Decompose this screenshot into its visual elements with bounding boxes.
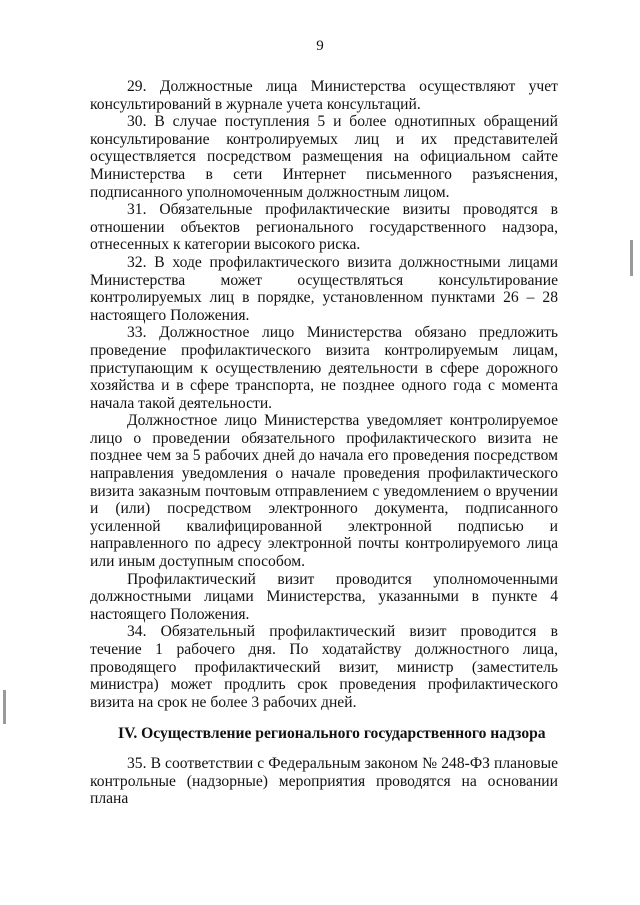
paragraph-32: 32. В ходе профилактического визита должностными лицами Министерства может осуществляться консультирование контролируемых лиц в порядке, установленном пунктами 26 – 28 настоящего Положения.: [90, 253, 558, 324]
paragraph-34: 34. Обязательный профилактический визит проводится в течение 1 рабочего дня. По ходатайству должностного лица, проводящего профилактический визит, министр (заместитель министра) может продлить срок проведения профилактического визита на срок не более 3 рабочих дней.: [90, 623, 558, 711]
scan-margin-mark: [630, 240, 633, 276]
document-body: [90, 78, 558, 808]
paragraph-33-officials: Профилактический визит проводится уполномоченными должностными лицами Министерства, указанными в пункте 4 настоящего Положения.: [90, 570, 558, 623]
section-heading: IV. Осуществление регионального государственного надзора: [118, 725, 546, 743]
paragraph-30: 30. В случае поступления 5 и более однотипных обращений консультирование контролируемых лиц и их представителей осуществляется посредством размещения на официальном сайте Министерства в сети Интернет письменного разъяснения, подписанного уполномоченным должностным лицом.: [90, 113, 558, 201]
scan-margin-mark: [3, 690, 6, 724]
paragraph-33: 33. Должностное лицо Министерства обязано предложить проведение профилактического визита контролируемым лицам, приступающим к осуществлению деятельности в сфере дорожного хозяйства и в сфере транспорта, не позднее одного года с момента начала такой деятельности.: [90, 324, 558, 412]
paragraph-29: 29. Должностные лица Министерства осуществляют учет консультирований в журнале учета консультаций.: [90, 78, 558, 113]
paragraph-31: 31. Обязательные профилактические визиты проводятся в отношении объектов регионального государственного надзора, отнесенных к категории высокого риска.: [90, 201, 558, 254]
paragraph-33-notification: Должностное лицо Министерства уведомляет контролируемое лицо о проведении обязательного профилактического визита не позднее чем за 5 рабочих дней до начала его проведения посредством направления уведомления о начале проведения профилактического визита заказным почтовым отправлением с уведомлением о вручении и (или) посредством электронного документа, подписанного усиленной квалифицированной электронной подписью и направленного по адресу электронной почты контролируемого лица или иным доступным способом.: [90, 412, 558, 571]
paragraph-35: 35. В соответствии с Федеральным законом № 248-ФЗ плановые контрольные (надзорные) мероприятия проводятся на основании плана: [90, 754, 558, 808]
page-number: 9: [316, 38, 324, 54]
